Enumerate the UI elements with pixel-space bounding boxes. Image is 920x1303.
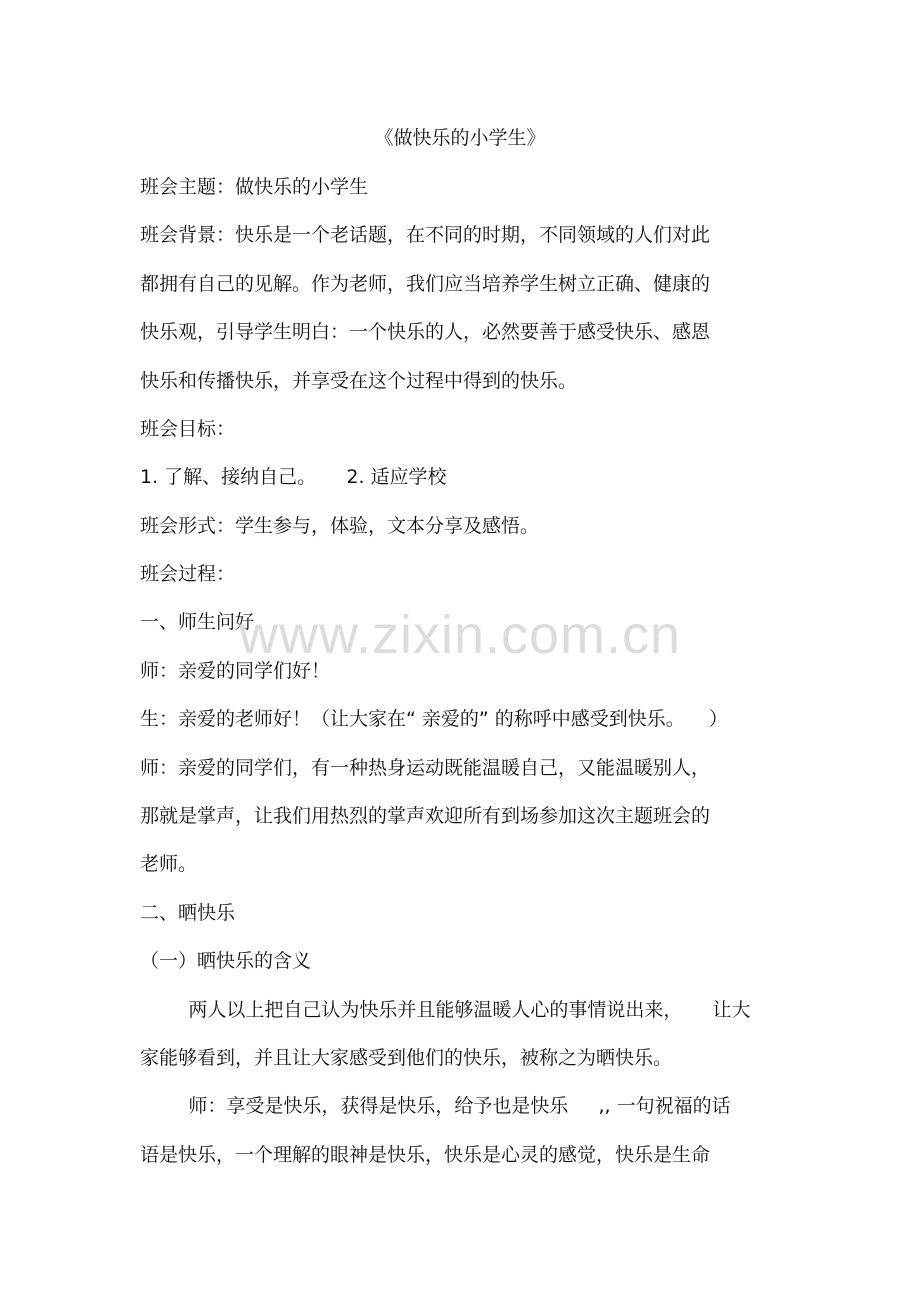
watermark: www.zixin.com.cn [238, 605, 682, 665]
background-line-1: 班会背景：快乐是一个老话题，在不同的时期，不同领域的人们对此 [140, 224, 711, 246]
process-heading: 班会过程： [140, 563, 236, 585]
document-title: 《做快乐的小学生》 [374, 127, 546, 149]
dialogue-line-1: 师：亲爱的同学们好！ [140, 660, 331, 682]
goals-list: 1. 了解、接纳自己。 2. 适应学校 [140, 466, 447, 488]
dialogue-line-2: 生：亲爱的老师好！（让大家在“ 亲爱的” 的称呼中感受到快乐。 ） [140, 708, 728, 730]
dialogue-line-5: 老师。 [140, 853, 198, 875]
background-line-3: 快乐观，引导学生明白：一个快乐的人，必然要善于感受快乐、感恩 [140, 321, 711, 343]
paragraph-line-2: 家能够看到，并且让大家感受到他们的快乐，被称之为晒快乐。 [140, 1047, 673, 1069]
dialogue-line-3: 师：亲爱的同学们，有一种热身运动既能温暖自己，又能温暖别人， [140, 757, 711, 779]
subsection-heading: （一）晒快乐的含义 [140, 950, 312, 972]
dialogue-line-4: 那就是掌声，让我们用热烈的掌声欢迎所有到场参加这次主题班会的 [140, 805, 711, 827]
background-line-2: 都拥有自己的见解。作为老师，我们应当培养学生树立正确、健康的 [140, 273, 711, 295]
paragraph-line-1: 两人以上把自己认为快乐并且能够温暖人心的事情说出来， 让大 [140, 999, 751, 1021]
paragraph-line-3: 师：享受是快乐，获得是快乐，给予也是快乐 ,, 一句祝福的话 [140, 1095, 731, 1117]
goals-heading: 班会目标： [140, 418, 236, 440]
format-line: 班会形式：学生参与，体验，文本分享及感悟。 [140, 515, 540, 537]
paragraph-line-4: 语是快乐，一个理解的眼神是快乐，快乐是心灵的感觉，快乐是生命 [140, 1144, 711, 1166]
meeting-theme: 班会主题：做快乐的小学生 [140, 176, 369, 198]
section-heading-1: 一、师生问好 [140, 611, 255, 633]
section-heading-2: 二、晒快乐 [140, 902, 236, 924]
background-line-4: 快乐和传播快乐，并享受在这个过程中得到的快乐。 [140, 370, 578, 392]
